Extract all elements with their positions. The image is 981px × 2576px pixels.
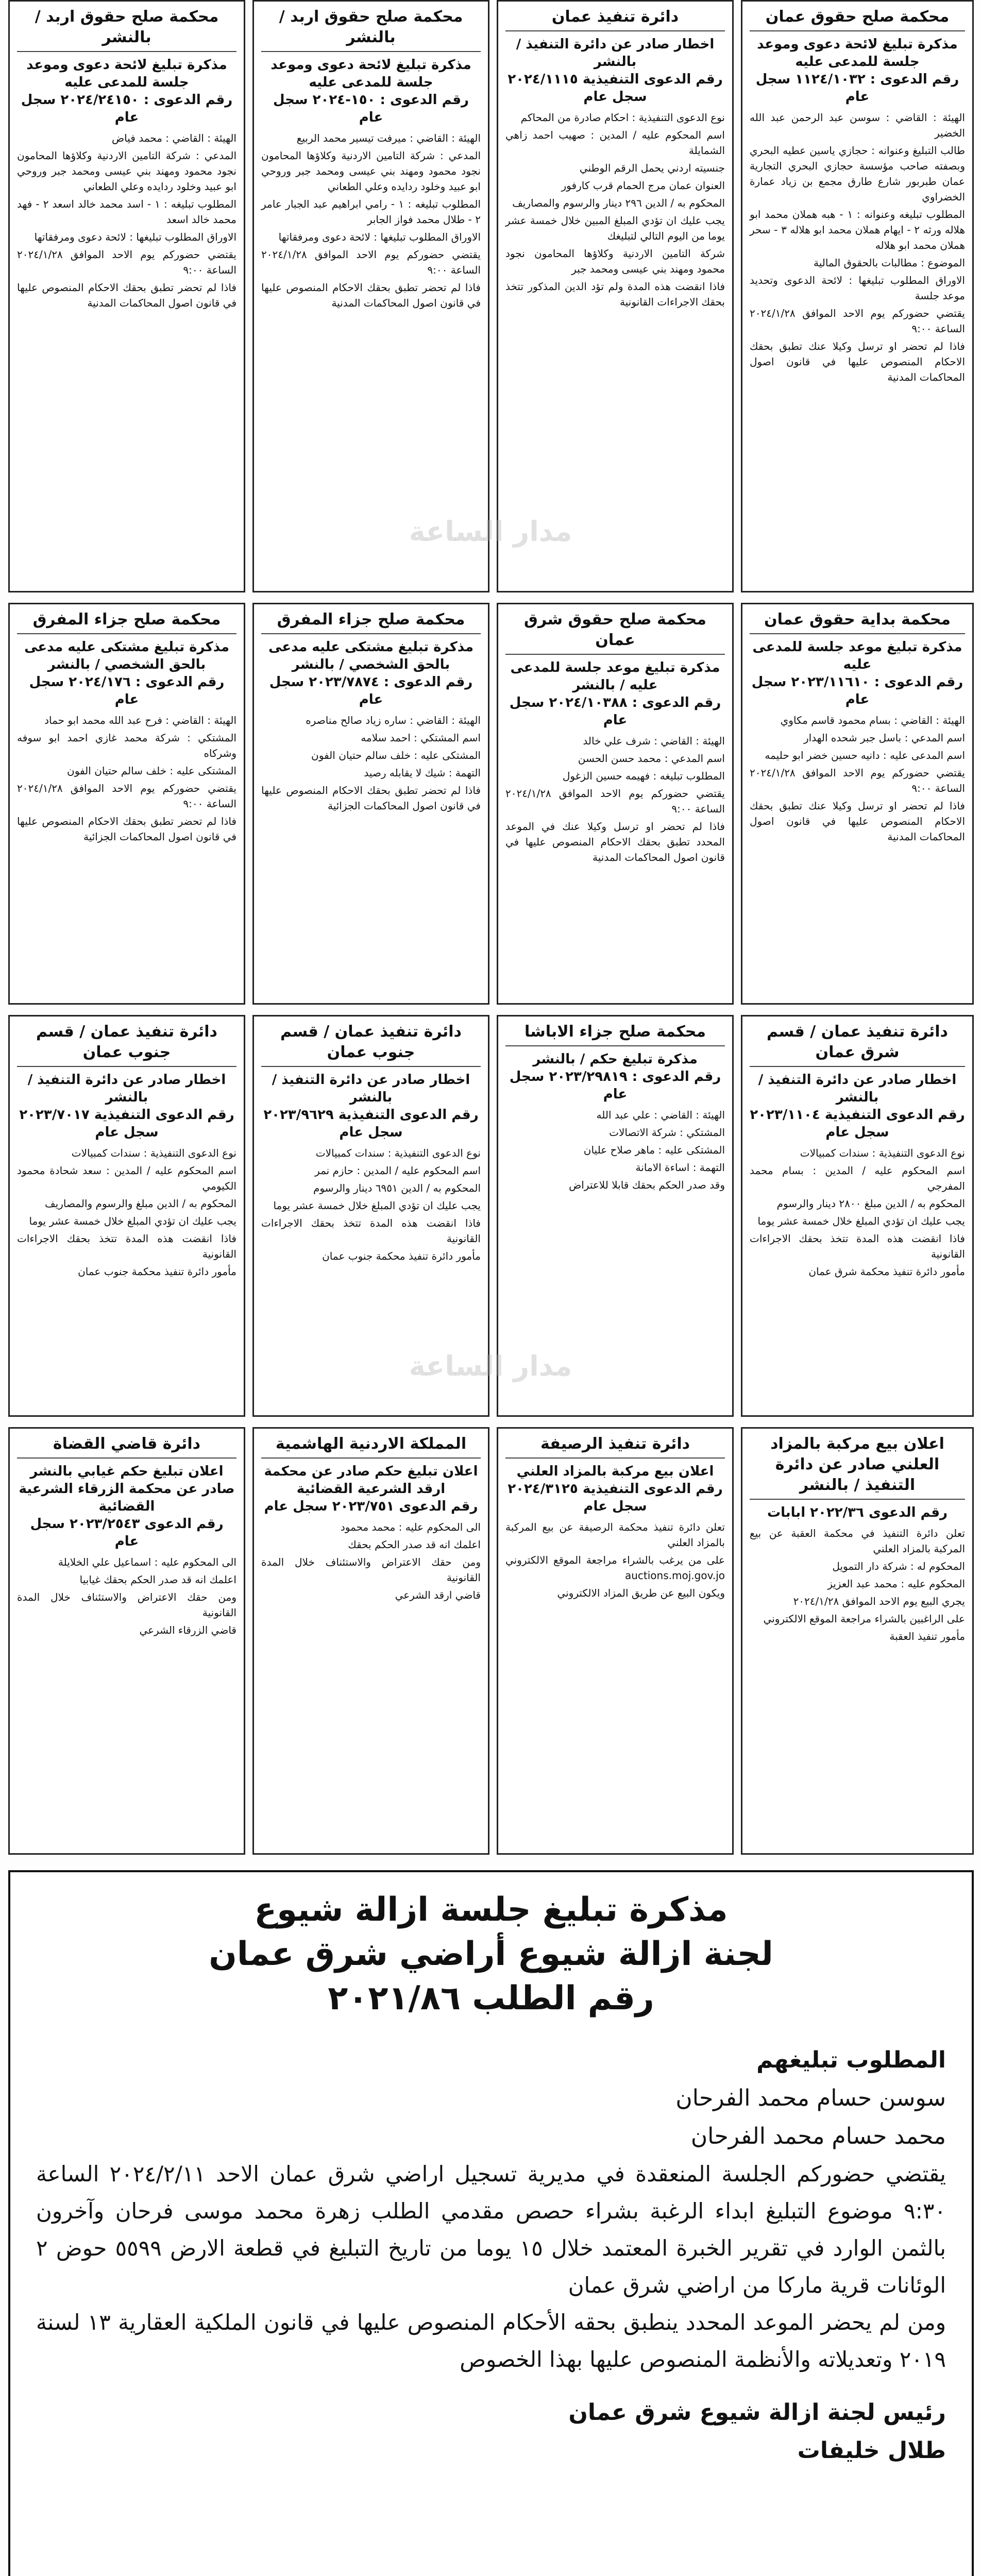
ad-body <box>750 110 965 385</box>
ad-line: فاذا لم تحضر او ترسل وكيلا عنك تطبق بحقك الاحكام المنصوص عليها في قانون اصول المحاكمات المدنية <box>750 340 965 383</box>
ad-line: نوع الدعوى التنفيذية : احكام صادرة من المحاكم <box>520 111 725 124</box>
ad-subtitle: مذكرة تبليغ موعد جلسة للمدعى عليه <box>752 639 962 672</box>
big-notice-recipient: محمد حسام محمد الفرحان <box>690 2123 946 2149</box>
column-2 <box>497 0 734 1855</box>
ad-title: دائرة تنفيذ عمان / قسم جنوب عمان <box>17 1022 236 1067</box>
watermark: مدار الساعة <box>409 515 572 548</box>
ad-line: الى المحكوم عليه : اسماعيل علي الخلايلة <box>58 1556 236 1568</box>
ad-line: الهيئة : القاضي : علي عبد الله <box>596 1109 725 1121</box>
ad-line: الى المحكوم عليه : محمد محمود <box>340 1521 481 1533</box>
big-notice-paragraph: ومن لم يحضر الموعد المحدد ينطبق بحقه الأحكام المنصوص عليها في قانون الملكية العقارية ١٣ لسنة ٢٠١٩ وتعديلاته والأنظمة المنصوص عليها بهذا الخصوص <box>36 2310 946 2372</box>
ad-case: رقم الدعوى ٢٠٢٣/٧٥١ سجل عام <box>264 1499 478 1514</box>
ad-line: طالب التبليغ وعنوانه : حجازي ياسين عطيه البحري وبصفته صاحب مؤسسة حجازي البحري التجارية عمان طبربور شارع طارق مجمع بن زياد عمارة الخضراوي <box>750 144 965 203</box>
ad-case: رقم الدعوى : ١٥٠-٢٠٢٤ سجل عام <box>273 92 469 125</box>
ad-line: المشتكى عليه : خلف سالم حتيان الفون <box>67 765 236 777</box>
ad-line: مأمور دائرة تنفيذ محكمة جنوب عمان <box>322 1250 481 1262</box>
ad-line: اسم المشتكي : احمد سلامه <box>361 732 481 744</box>
ad-line: الهيئة : القاضي : محمد فياض <box>112 132 236 144</box>
ad-case: رقم الدعوى ٢٠٢٣/٢٥٤٣ سجل عام <box>30 1516 224 1549</box>
ad-line: جنسيته اردني يحمل الرقم الوطني <box>579 162 725 174</box>
watermark: مدار الساعة <box>409 1350 572 1382</box>
ad-line: على من يرغب بالشراء مراجعة الموقع الالكتروني auctions.moj.gov.jo <box>505 1554 725 1582</box>
ad-line: يقتضي حضوركم يوم الاحد الموافق ٢٠٢٤/١/٢٨ الساعة ٩:٠٠ <box>261 248 481 276</box>
ad-subtitle: مذكرة تبليغ مشتكى عليه مدعى بالحق الشخصي / بالنشر <box>268 639 473 672</box>
ad-line: الهيئة : القاضي : ساره زياد صالح مناصره <box>306 714 481 726</box>
ad-line: يقتضي حضوركم يوم الاحد الموافق ٢٠٢٤/١/٢٨ الساعة ٩:٠٠ <box>505 787 725 815</box>
ad-line: فاذا انقضت هذه المدة تتخذ بحقك الاجراءات القانونية <box>17 1232 236 1260</box>
column-1 <box>741 0 974 1855</box>
ad-subtitle: اخطار صادر عن دائرة التنفيذ / بالنشر <box>27 1072 226 1105</box>
big-notice-request-number: رقم الطلب ٢٠٢١/٨٦ <box>328 1979 654 2018</box>
ad-subtitle: اعلان بيع مركبة بالمزاد العلني <box>516 1464 714 1479</box>
ad-line: يقتضي حضوركم يوم الاحد الموافق ٢٠٢٤/١/٢٨ الساعة ٩:٠٠ <box>750 767 965 794</box>
ad-13 <box>497 1427 734 1855</box>
ad-title: محكمة صلح حقوق اربد / بالنشر <box>261 7 481 52</box>
ad-3 <box>8 0 245 592</box>
ad-line: الاوراق المطلوب تبليغها : لائحة دعوى ومرفقاتها <box>278 231 481 243</box>
column-4 <box>8 0 245 1855</box>
ad-line: العنوان عمان مرج الحمام قرب كارفور <box>561 179 725 192</box>
ad-body <box>17 130 236 311</box>
ad-body <box>505 1519 725 1601</box>
ad-case: رقم الدعوى ٢٠٢٢/٣٦ ابابات <box>767 1505 948 1520</box>
ad-title: محكمة صلح حقوق عمان <box>750 7 965 31</box>
ad-line: المشتكي : شركة محمد غازي احمد ابو سوفه وشركاه <box>17 732 236 759</box>
ad-line: يجب عليك ان تؤدي المبلغ خلال خمسة عشر يوما <box>29 1215 236 1227</box>
ad-line: التهمة : شيك لا يقابله رصيد <box>364 767 481 779</box>
ad-case: رقم الدعوى : ٢٠٢٤/٢٤١٥٠ سجل عام <box>21 92 233 125</box>
ad-line: المشتكى عليه : خلف سالم حتيان الفون <box>311 749 481 761</box>
ad-line: نوع الدعوى التنفيذية : سندات كمبيالات <box>71 1147 236 1159</box>
ad-line: الهيئة : القاضي : بسام محمود قاسم مكاوي <box>780 714 965 726</box>
ad-line: اسم المحكوم عليه / المدين : سعد شحادة محمود الكيومي <box>17 1164 236 1192</box>
ad-subtitle: اخطار صادر عن دائرة التنفيذ / بالنشر <box>516 37 715 70</box>
ad-line: يقتضي حضوركم يوم الاحد الموافق ٢٠٢٤/١/٢٨ الساعة ٩:٠٠ <box>17 248 236 276</box>
ad-title: اعلان بيع مركبة بالمزاد العلني صادر عن دائرة التنفيذ / بالنشر <box>750 1434 965 1500</box>
ad-5 <box>497 603 734 1005</box>
ad-title: محكمة بداية حقوق عمان <box>750 609 965 634</box>
ad-line: مأمور دائرة تنفيذ محكمة شرق عمان <box>808 1265 965 1278</box>
ad-title: دائرة تنفيذ الرصيفة <box>505 1434 725 1459</box>
ad-line: فاذا لم تحضر تطبق بحقك الاحكام المنصوص عليها في قانون اصول المحاكمات الجزائية <box>17 815 236 843</box>
ad-9 <box>497 1015 734 1417</box>
ad-line: فاذا لم تحضر تطبق بحقك الاحكام المنصوص عليها في قانون اصول المحاكمات الجزائية <box>261 784 481 812</box>
ad-body <box>261 130 481 311</box>
ad-line: تعلن دائرة التنفيذ في محكمة العقبة عن بيع المركبة بالمزاد العلني <box>750 1527 965 1555</box>
ad-line: فاذا لم تحضر او ترسل وكيلا عنك في الموعد المحدد تطبق بحقك الاحكام المنصوص عليها في قانون اصول المحاكمات المدنية <box>505 820 725 863</box>
ad-title: دائرة تنفيذ عمان <box>505 7 725 31</box>
ad-line: فاذا انقضت هذه المدة تتخذ بحقك الاجراءات القانونية <box>261 1217 481 1245</box>
ad-line: وقد صدر الحكم بحقك قابلا للاعتراض <box>569 1179 725 1191</box>
ad-line: المحكوم به / الدين مبلغ والرسوم والمصاريف <box>44 1197 236 1210</box>
ad-subtitle: مذكرة تبليغ حكم / بالنشر <box>533 1052 698 1067</box>
ad-title: المملكة الاردنية الهاشمية <box>261 1434 481 1459</box>
ad-line: الهيئة : القاضي : فرح عبد الله محمد ابو حماد <box>44 714 236 726</box>
ad-line: يجري البيع يوم الاحد الموافق ٢٠٢٤/١/٢٨ <box>793 1595 965 1607</box>
ad-4 <box>741 603 974 1005</box>
ad-line: المطلوب تبليغه : ١ - رامي ابراهيم عبد الجبار عامر ٢ - طلال محمد فواز الجابر <box>261 198 481 226</box>
ad-line: اسم المدعي : باسل جبر شحده الهدار <box>803 732 965 744</box>
ad-body <box>505 733 725 865</box>
ad-line: المطلوب تبليغه وعنوانه : ١ - هبه هملان محمد ابو هلاله ورثه ٢ - ايهام هملان محمد ابو هلاله ٣ - سحر هملان محمد ابو هلاله <box>750 208 966 251</box>
ad-body <box>17 713 236 844</box>
ad-line: المطلوب تبليغه : فهيمه حسين الزغول <box>562 770 725 782</box>
ad-10 <box>252 1015 489 1417</box>
ad-line: ومن حقك الاعتراض والاستئناف خلال المدة القانونية <box>17 1591 236 1619</box>
ad-line: الاوراق المطلوب تبليغها : لائحة الدعوى وتحديد موعد جلسة <box>750 274 965 302</box>
ad-line: اعلمك انه قد صدر الحكم بحقك غيابيا <box>79 1573 236 1586</box>
ad-line: التهمة : اساءة الامانة <box>635 1161 725 1174</box>
ad-case: رقم الدعوى : ٢٠٢٤/١٧٦ سجل عام <box>29 674 225 707</box>
ad-15 <box>8 1427 245 1855</box>
ad-title: محكمة صلح جزاء المفرق <box>17 609 236 634</box>
ad-line: قاضي الزرقاء الشرعي <box>139 1624 236 1636</box>
ad-line: المشتكي : شركة الاتصالات <box>609 1126 725 1139</box>
ad-subtitle: اعلان تبليغ حكم صادر عن محكمة ارقد الشرعية القضائية <box>264 1464 478 1497</box>
ad-line: مأمور دائرة تنفيذ محكمة جنوب عمان <box>78 1265 236 1278</box>
ad-body <box>750 713 965 844</box>
ad-0 <box>741 0 974 592</box>
big-notice-recipient: سوسن حسام محمد الفرحان <box>675 2085 946 2111</box>
ad-line: يجب عليك ان تؤدي المبلغ خلال خمسة عشر يوما <box>757 1215 965 1227</box>
big-notice-signer-name: طلال خليفات <box>797 2437 946 2464</box>
column-3 <box>252 0 489 1855</box>
ad-subtitle: اخطار صادر عن دائرة التنفيذ / بالنشر <box>272 1072 470 1105</box>
ad-line: فاذا لم تحضر تطبق بحقك الاحكام المنصوص عليها في قانون اصول المحاكمات المدنية <box>261 281 481 309</box>
ad-line: الهيئة : القاضي : سوسن عبد الرحمن عبد الله الخضير <box>750 111 965 139</box>
ad-line: الاوراق المطلوب تبليغها : لائحة دعوى ومرفقاتها <box>34 231 236 243</box>
ad-body <box>17 1145 236 1279</box>
ad-line: الموضوع : مطالبات بالحقوق المالية <box>813 257 965 269</box>
ad-subtitle: مذكرة تبليغ مشتكى عليه مدعى بالحق الشخصي / بالنشر <box>24 639 229 672</box>
ad-line: المحكوم له : شركة دار التمويل <box>832 1560 965 1572</box>
ad-line: فاذا انقضت هذه المدة ولم تؤد الدين المذكور تتخذ بحقك الاجراءات القانونية <box>505 280 725 308</box>
ad-line: نوع الدعوى التنفيذية : سندات كمبيالات <box>315 1147 481 1159</box>
ad-case: رقم الدعوى التنفيذية ٢٠٢٣/٧٠١٧ سجل عام <box>19 1107 234 1140</box>
ad-case: رقم الدعوى التنفيذية ٢٠٢٤/٣١٢٥ سجل عام <box>508 1481 723 1514</box>
ad-title: محكمة صلح جزاء المفرق <box>261 609 481 634</box>
ad-case: رقم الدعوى : ٢٠٢٤/١٠٣٨٨ سجل عام <box>509 695 721 728</box>
ad-body <box>261 1145 481 1264</box>
big-notice-signer-title: رئيس لجنة ازالة شيوع شرق عمان <box>568 2399 946 2426</box>
ad-title: دائرة تنفيذ عمان / قسم جنوب عمان <box>261 1022 481 1067</box>
ad-line: المطلوب تبليغه : ١ - اسد محمد خالد اسعد ٢ - فهد محمد خالد اسعد <box>17 198 236 226</box>
ad-line: مأمور تنفيذ العقبة <box>889 1630 965 1642</box>
ad-line: الهيئة : القاضي : ميرفت تيسير محمد الربيع <box>296 132 481 144</box>
ad-subtitle: مذكرة تبليغ موعد جلسة للمدعى عليه / بالنشر <box>510 660 720 693</box>
ad-subtitle: اخطار صادر عن دائرة التنفيذ / بالنشر <box>758 1072 957 1105</box>
ad-8 <box>741 1015 974 1417</box>
ad-line: اسم المدعي : محمد حسن الحسن <box>578 752 725 765</box>
ad-title: دائرة قاضي القضاة <box>17 1434 236 1459</box>
ad-line: قاضي ارقد الشرعي <box>395 1589 481 1601</box>
ad-case: رقم الدعوى التنفيذية ٢٠٢٤/١١١٥ سجل عام <box>508 72 723 105</box>
ad-body <box>750 1526 965 1644</box>
ad-line: فاذا انقضت هذه المدة تتخذ بحقك الاجراءات القانونية <box>750 1232 965 1260</box>
ad-body <box>261 713 481 814</box>
ad-line: على الراغبين بالشراء مراجعة الموقع الالكتروني <box>763 1613 965 1625</box>
big-notice-recipients-label: المطلوب تبليغهم <box>756 2047 946 2073</box>
ad-line: يجب عليك ان تؤدي المبلغ المبين خلال خمسة عشر يوما من اليوم التالي لتبليغك <box>505 214 725 242</box>
ad-case: رقم الدعوى : ١١٢٤/١٠٣٢ سجل عام <box>755 72 959 105</box>
ad-line: اسم المحكوم عليه / المدين : بسام محمد المفرجي <box>750 1164 965 1192</box>
ad-line: ويكون البيع عن طريق المزاد الالكتروني <box>557 1587 725 1599</box>
ad-body <box>261 1519 481 1603</box>
ad-body <box>505 110 725 310</box>
ad-line: فاذا لم تحضر او ترسل وكيلا عنك تطبق بحقك الاحكام المنصوص عليها في قانون اصول المحاكمات المدنية <box>750 800 965 843</box>
ad-line: يقتضي حضوركم يوم الاحد الموافق ٢٠٢٤/١/٢٨ الساعة ٩:٠٠ <box>750 307 965 335</box>
ad-title: محكمة صلح حقوق شرق عمان <box>505 609 725 655</box>
ad-11 <box>8 1015 245 1417</box>
big-notice <box>8 1870 974 2576</box>
ad-body <box>17 1554 236 1638</box>
ad-line: يقتضي حضوركم يوم الاحد الموافق ٢٠٢٤/١/٢٨ الساعة ٩:٠٠ <box>17 782 236 810</box>
ad-line: المدعي : شركة التامين الاردنية وكلاؤها المحامون نجود محمود ومهند بني عيسى ومحمد جبر وروحي ابو عبيد وخلود ردايده وعلي الطعاني <box>17 149 236 193</box>
ad-line: تعلن دائرة تنفيذ محكمة الرصيفة عن بيع المركبة بالمزاد العلني <box>505 1521 725 1549</box>
big-notice-paragraph: يقتضي حضوركم الجلسة المنعقدة في مديرية تسجيل اراضي شرق عمان الاحد ٢٠٢٤/٢/١١ الساعة ٩:٣٠ موضوع التبليغ ابداء الرغبة بشراء حصص مقدمي الطلب زهرة محمد موسى فرحان وآخرون بالثمن الوارد في تقرير الخبرة المعتمد خلال ١٥ يوما من تاريخ التبليغ في قطعة الارض ٥٥٩٩ حوض ٢ الوئانات قرية ماركا من اراضي شرق عمان <box>36 2161 946 2298</box>
ad-6 <box>252 603 489 1005</box>
ad-line: الهيئة : القاضي : شرف علي خالد <box>583 735 725 747</box>
ad-line: فاذا لم تحضر تطبق بحقك الاحكام المنصوص عليها في قانون اصول المحاكمات المدنية <box>17 281 236 309</box>
ad-2 <box>252 0 489 592</box>
ad-line: المحكوم عليه : محمد عبد العزيز <box>827 1578 965 1590</box>
ad-line: المحكوم به / الدين ٢٩٦ دينار والرسوم والمصاريف <box>512 197 725 209</box>
ad-case: رقم الدعوى : ٢٠٢٣/٧٨٧٤ سجل عام <box>269 674 473 707</box>
ad-title: دائرة تنفيذ عمان / قسم شرق عمان <box>750 1022 965 1067</box>
ad-line: المحكوم به / الدين ٦٩٥١ دينار والرسوم <box>313 1182 481 1194</box>
ad-line: اعلمك انه قد صدر الحكم بحقك <box>348 1538 481 1551</box>
ad-line: اسم المحكوم عليه / المدين : حازم نمر <box>315 1164 481 1177</box>
ad-line: المحكوم به / الدين مبلغ ٢٨٠٠ دينار والرسوم <box>776 1197 965 1210</box>
ad-line: المدعي : شركة التامين الاردنية وكلاؤها المحامون نجود محمود ومهند بني عيسى ومحمد جبر وروحي ابو عبيد وخلود ردايده وعلي الطعاني <box>261 149 481 193</box>
ad-line: اسم المحكوم عليه / المدين : صهيب احمد زاهي الشمايلة <box>505 129 725 157</box>
ad-subtitle: مذكرة تبليغ لائحة دعوى وموعد جلسة للمدعى عليه <box>757 37 958 70</box>
ad-12 <box>741 1427 974 1855</box>
ad-line: شركة التامين الاردنية وكلاؤها المحامون نجود محمود ومهند بني عيسى ومحمد جبر <box>505 247 725 275</box>
big-notice-committee: لجنة ازالة شيوع أراضي شرق عمان <box>209 1935 773 1973</box>
ad-line: المشتكى عليه : ماهر صلاح عليان <box>583 1144 725 1156</box>
ad-title: محكمة صلح حقوق اربد / بالنشر <box>17 7 236 52</box>
ad-case: رقم الدعوى : ٢٠٢٣/٢٩٨١٩ سجل عام <box>509 1069 721 1102</box>
ad-7 <box>8 603 245 1005</box>
ad-subtitle: اعلان تبليغ حكم غيابي بالنشر صادر عن محكمة الزرقاء الشرعية القضائية <box>19 1464 235 1514</box>
ad-case: رقم الدعوى : ٢٠٢٣/١١٦١٠ سجل عام <box>751 674 963 707</box>
ad-line: ومن حقك الاعتراض والاستئناف خلال المدة القانونية <box>261 1556 481 1584</box>
ad-case: رقم الدعوى التنفيذية ٢٠٢٣/٩٦٢٩ سجل عام <box>263 1107 479 1140</box>
big-notice-title: مذكرة تبليغ جلسة ازالة شيوع <box>254 1891 728 1929</box>
ad-line: يجب عليك ان تؤدي المبلغ خلال خمسة عشر يوما <box>273 1199 481 1212</box>
ad-subtitle: مذكرة تبليغ لائحة دعوى وموعد جلسة للمدعى عليه <box>26 57 227 90</box>
ad-body <box>505 1107 725 1193</box>
ad-14 <box>252 1427 489 1855</box>
ad-1 <box>497 0 734 592</box>
ad-case: رقم الدعوى التنفيذية ٢٠٢٣/١١٠٤ سجل عام <box>750 1107 965 1140</box>
ad-body <box>750 1145 965 1279</box>
ad-title: محكمة صلح جزاء الاباشا <box>505 1022 725 1046</box>
ad-line: اسم المدعى عليه : دانيه حسين خضر ابو حليمه <box>765 749 965 761</box>
ad-subtitle: مذكرة تبليغ لائحة دعوى وموعد جلسة للمدعى عليه <box>270 57 471 90</box>
ad-line: نوع الدعوى التنفيذية : سندات كمبيالات <box>800 1147 965 1159</box>
